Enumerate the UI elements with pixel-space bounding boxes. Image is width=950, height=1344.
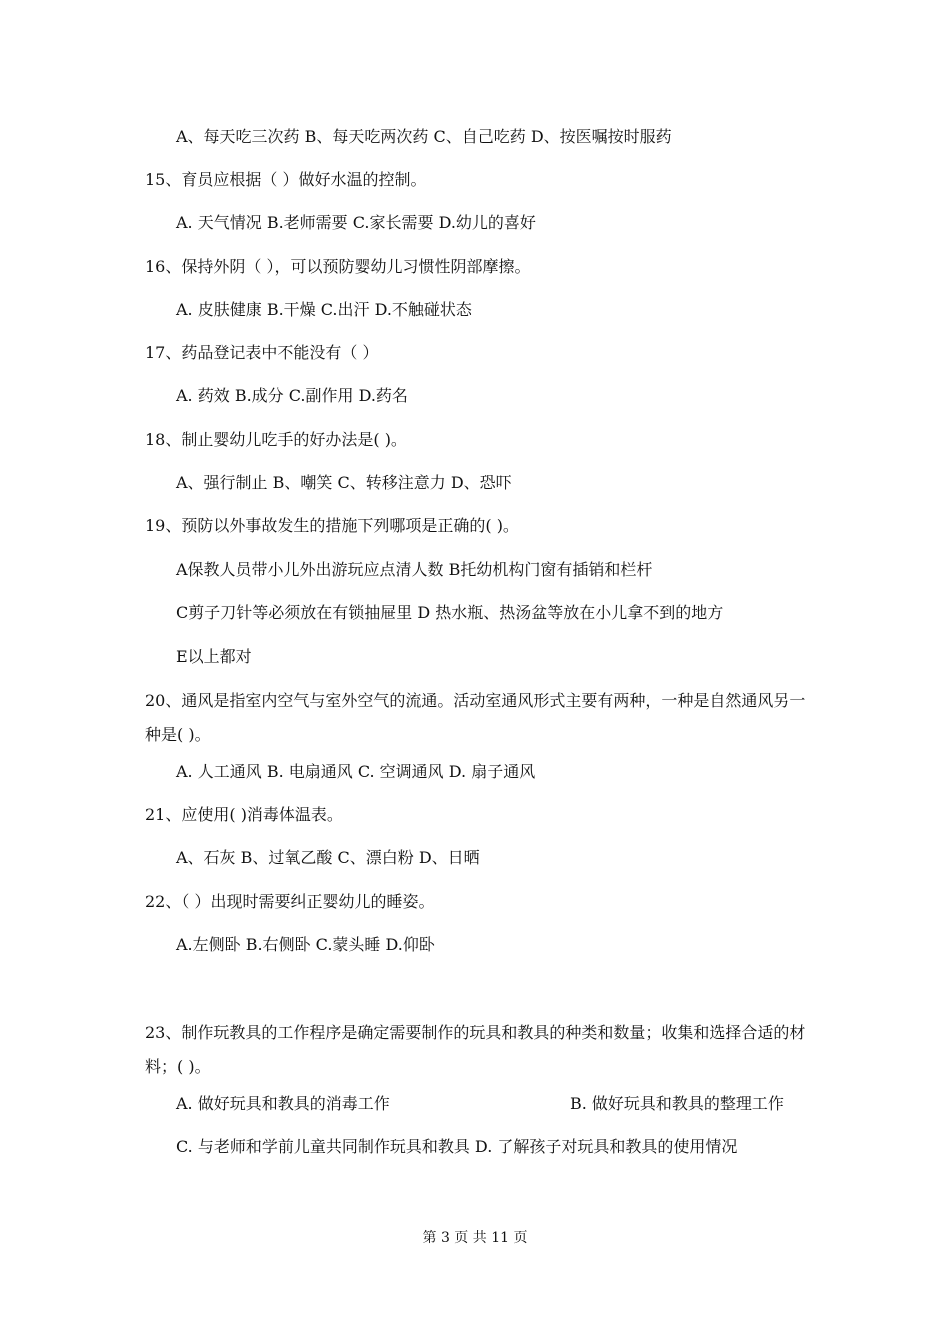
options-15: A. 天气情况 B.老师需要 C.家长需要 D.幼儿的喜好: [176, 213, 536, 232]
options-17: A. 药效 B.成分 C.副作用 D.药名: [176, 386, 408, 405]
options-18: A、强行制止 B、嘲笑 C、转移注意力 D、恐吓: [176, 473, 512, 492]
question-21: 21、应使用( )消毒体温表。: [145, 805, 343, 824]
question-19: 19、预防以外事故发生的措施下列哪项是正确的( )。: [145, 516, 519, 535]
options-16: A. 皮肤健康 B.干燥 C.出汗 D.不触碰状态: [176, 300, 472, 319]
question-17: 17、药品登记表中不能没有（ ）: [145, 343, 379, 362]
options-22: A.左侧卧 B.右侧卧 C.蒙头睡 D.仰卧: [176, 935, 435, 954]
options-19-cd: C剪子刀针等必须放在有锁抽屉里 D 热水瓶、热汤盆等放在小儿拿不到的地方: [176, 603, 724, 622]
options-21: A、石灰 B、过氧乙酸 C、漂白粉 D、日晒: [176, 848, 480, 867]
question-23: 23、制作玩教具的工作程序是确定需要制作的玩具和教具的种类和数量；收集和选择合适的材料；( )。: [145, 1023, 806, 1076]
options-20: A. 人工通风 B. 电扇通风 C. 空调通风 D. 扇子通风: [176, 762, 536, 781]
question-20: 20、通风是指室内空气与室外空气的流通。活动室通风形式主要有两种，一种是自然通风另一种是( )。: [145, 691, 806, 744]
options-19-ab: A保教人员带小儿外出游玩应点清人数 B托幼机构门窗有插销和栏杆: [176, 560, 653, 579]
options-14: A、每天吃三次药 B、每天吃两次药 C、自己吃药 D、按医嘱按时服药: [176, 127, 672, 146]
options-23-cd: C. 与老师和学前儿童共同制作玩具和教具 D. 了解孩子对玩具和教具的使用情况: [176, 1137, 738, 1156]
option-23-a: A. 做好玩具和教具的消毒工作: [176, 1094, 390, 1113]
page-footer: 第 3 页 共 11 页: [422, 1230, 528, 1246]
question-16: 16、保持外阴（ ），可以预防婴幼儿习惯性阴部摩擦。: [145, 257, 531, 276]
question-18: 18、制止婴幼儿吃手的好办法是( )。: [145, 430, 407, 449]
options-19-e: E以上都对: [176, 647, 252, 666]
option-23-b: B. 做好玩具和教具的整理工作: [570, 1094, 784, 1113]
question-15: 15、育员应根据（ ）做好水温的控制。: [145, 170, 427, 189]
question-22: 22、（ ）出现时需要纠正婴幼儿的睡姿。: [145, 892, 435, 911]
